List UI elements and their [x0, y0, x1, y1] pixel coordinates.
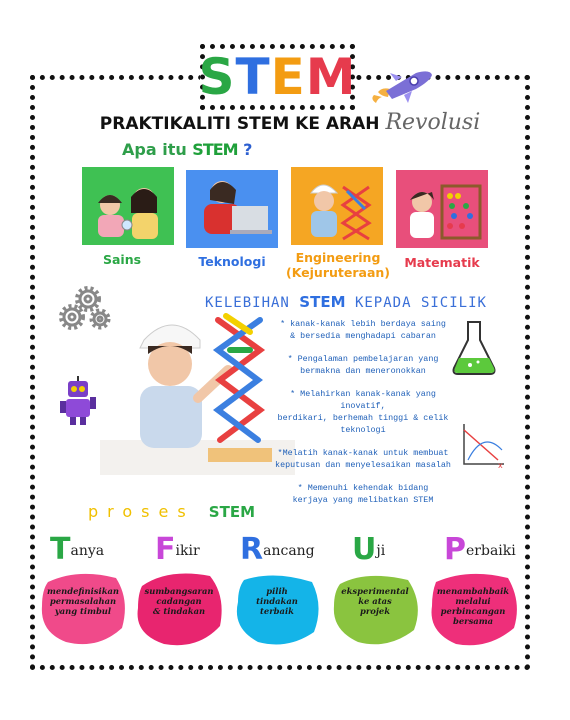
advantage-item: * Pengalaman pembelajaran yang bermakna dan meneronokkan — [287, 354, 439, 376]
stem-logo-text: STEM — [198, 48, 357, 106]
pillar-label-teknologi: Teknologi — [198, 254, 266, 269]
robot-icon — [58, 375, 98, 427]
stem-mini-logo: STEM — [192, 140, 238, 159]
step-blob-uji: eksperimental ke atas projek — [330, 570, 420, 648]
rocket-icon — [368, 65, 436, 105]
stem-logo — [200, 44, 355, 110]
photo-matematik — [396, 170, 488, 248]
advantage-item: * kanak-kanak lebih berdaya saing & bersedia menghadapi cabaran — [280, 319, 446, 341]
child-building-photo — [100, 310, 295, 475]
step-uji: Uji — [352, 532, 386, 567]
process-heading: proses STEM — [88, 502, 255, 521]
svg-text:x: x — [498, 461, 503, 470]
photo-sains — [82, 167, 174, 245]
advantages-heading: KELEBIHAN STEM KEPADA SICILIK — [205, 293, 487, 311]
pillar-label-sains: Sains — [102, 252, 142, 267]
step-blob-rancang: pilih tindakan terbaik — [232, 570, 322, 648]
flask-icon — [450, 318, 500, 378]
step-fikir: Fikir — [155, 532, 200, 567]
pillar-label-matematik: Matematik — [404, 255, 480, 270]
advantage-item: * Memenuhi kehendak bidang kerjaya yang melibatkan STEM — [292, 483, 434, 505]
stem-mini-logo: STEM — [208, 503, 255, 521]
step-blob-tanya: mendefinisikan permasalahan yang timbul — [38, 570, 128, 648]
step-tanya: Tanya — [50, 532, 105, 567]
page-title: PRAKTIKALITI STEM KE ARAH Revolusi — [99, 110, 481, 135]
step-perbaiki: Perbaiki — [444, 532, 516, 567]
what-is-stem-heading: Apa itu STEM ? — [122, 140, 253, 159]
step-blob-fikir: sumbangsaran cadangan & tindakan — [134, 570, 224, 648]
advantage-item: * Melahirkan kanak-kanak yang inovatif, berdikari, berhemah tinggi & celik teknologi — [277, 389, 449, 435]
photo-teknologi — [186, 170, 278, 248]
graph-icon — [458, 420, 508, 470]
photo-engineering — [291, 167, 383, 245]
advantage-item: *Melatih kanak-kanak untuk membuat keputusan dan menyelesaikan masalah — [275, 448, 451, 470]
advantages-list — [268, 318, 458, 517]
step-rancang: Rancang — [240, 532, 315, 567]
stem-mini-logo: STEM — [299, 293, 346, 311]
pillar-label-engineering: Engineering (Kejuruteraan) — [285, 250, 390, 280]
step-blob-perbaiki: menambahbaik melalui perbincangan bersama — [428, 570, 518, 648]
